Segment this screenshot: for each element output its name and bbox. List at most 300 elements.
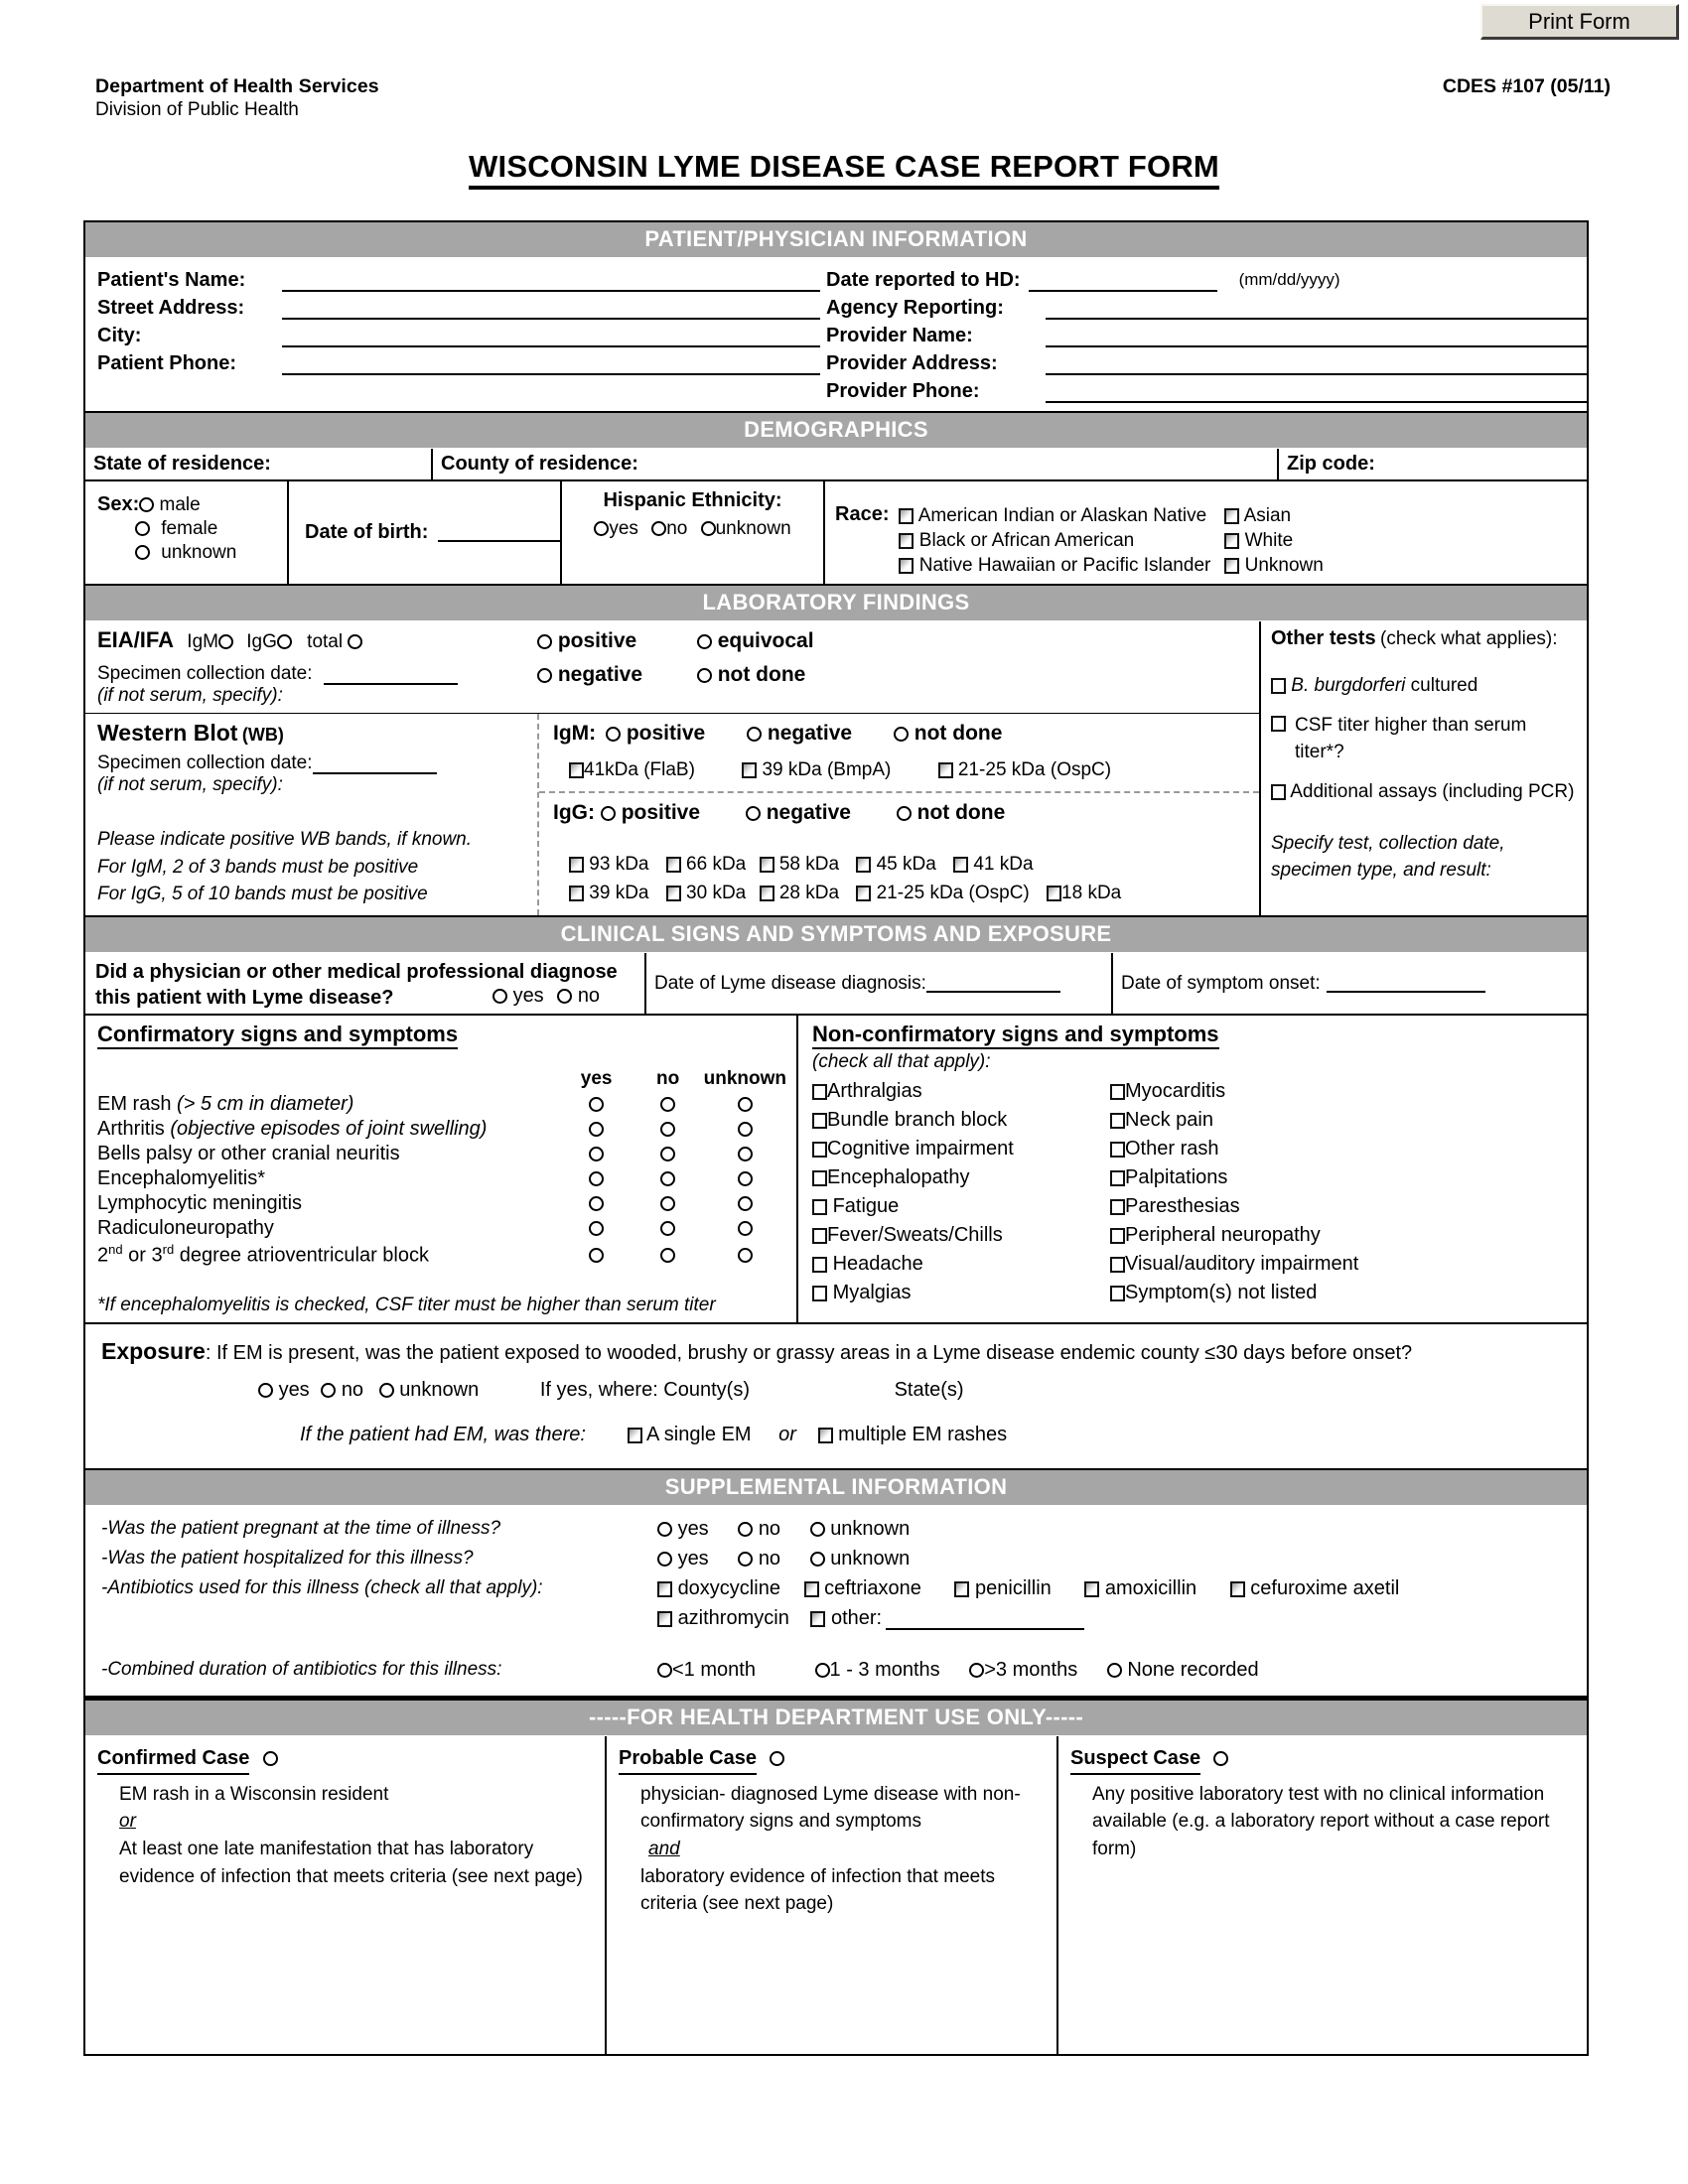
other-test-csf-titer[interactable] <box>1271 712 1577 766</box>
radio-hospitalized-yes[interactable] <box>657 1552 672 1567</box>
duration-lt1-label: <1 month <box>672 1658 756 1681</box>
checkbox-race-american-indian[interactable] <box>899 508 914 524</box>
igg-band-28[interactable] <box>760 883 839 903</box>
checkbox-other-rash[interactable] <box>1110 1142 1125 1158</box>
radio-pregnant-yes[interactable] <box>657 1522 672 1537</box>
checkbox-encephalopathy[interactable] <box>812 1170 827 1186</box>
checkbox-peripheral-neuropathy[interactable] <box>1110 1228 1125 1244</box>
checkbox-igg-58kda[interactable] <box>760 857 774 873</box>
radio-exposure-yes[interactable] <box>258 1383 273 1398</box>
radio-exposure-unknown[interactable] <box>379 1383 394 1398</box>
radio-ethnicity-yes[interactable] <box>594 521 609 536</box>
race-native-hawaiian-label: Native Hawaiian or Pacific Islander <box>918 555 1211 577</box>
eia-specimen-note: (if not serum, specify): <box>97 685 283 707</box>
radio-duration-none[interactable] <box>1107 1663 1122 1678</box>
checkbox-single-em[interactable] <box>628 1428 642 1443</box>
eia-results-row1 <box>537 629 1259 663</box>
checkbox-penicillin[interactable] <box>954 1581 969 1597</box>
radio-encephalomyelitis-unknown[interactable] <box>704 1166 786 1191</box>
nc-visual-auditory[interactable] <box>1110 1250 1577 1279</box>
pregnant-options <box>657 1518 1571 1548</box>
nc-bundle-branch-block[interactable] <box>812 1106 1110 1135</box>
checkbox-neck-pain[interactable] <box>1110 1113 1125 1129</box>
radio-eia-igm[interactable] <box>218 634 233 649</box>
radio-radiculoneuropathy-unknown[interactable] <box>704 1216 786 1241</box>
radio-arthritis-no[interactable] <box>633 1117 704 1142</box>
igg-band-18[interactable] <box>1047 883 1121 903</box>
eia-positive-label: positive <box>557 629 637 653</box>
radio-pregnant-no[interactable] <box>738 1522 753 1537</box>
wb-specimen-input[interactable] <box>313 755 437 774</box>
checkbox-additional-assays[interactable] <box>1271 784 1286 800</box>
pregnant-unknown-label: unknown <box>830 1517 911 1540</box>
radio-diagnose-yes[interactable] <box>492 989 507 1004</box>
probable-case-title: Probable Case <box>619 1744 757 1775</box>
igg-label: IgG: <box>553 801 595 825</box>
checkbox-fatigue[interactable] <box>812 1199 827 1215</box>
report-form <box>83 220 1589 2056</box>
city-input[interactable] <box>282 328 820 347</box>
race-label: Race: <box>835 503 890 525</box>
radio-radiculoneuropathy-yes[interactable] <box>561 1216 633 1241</box>
nc-palpitations[interactable] <box>1110 1163 1577 1192</box>
eia-notdone-label: not done <box>717 663 806 687</box>
checkbox-paresthesias[interactable] <box>1110 1199 1125 1215</box>
radio-eia-igg[interactable] <box>277 634 292 649</box>
igg-band-93-label: 93 kDa <box>589 854 649 876</box>
table-row <box>97 1216 786 1241</box>
print-form-button[interactable] <box>1480 4 1679 40</box>
exposure-yes-label: yes <box>278 1378 310 1401</box>
radio-em-rash-unknown[interactable] <box>704 1092 786 1117</box>
patient-physician-section <box>85 258 1587 413</box>
sex-option-unknown[interactable] <box>97 542 275 564</box>
igg-band-58[interactable] <box>760 854 839 875</box>
nc-fatigue[interactable] <box>812 1192 1110 1221</box>
checkbox-race-asian[interactable] <box>1224 508 1239 524</box>
eia-label: EIA/IFA <box>97 627 175 653</box>
radio-bells-palsy-unknown[interactable] <box>704 1142 786 1166</box>
field-date-onset <box>1113 953 1587 1014</box>
fatigue-label: Fatigue <box>832 1195 900 1218</box>
ethnicity-no-label: no <box>666 518 688 539</box>
igm-negative-option[interactable] <box>747 722 852 745</box>
hospitalized-unknown-label: unknown <box>830 1547 911 1570</box>
igm-positive-option[interactable] <box>606 722 705 745</box>
confirmed-case-or: or <box>119 1811 136 1833</box>
field-county-residence[interactable] <box>433 449 1279 479</box>
radio-igg-negative[interactable] <box>746 806 761 821</box>
wb-left <box>85 714 537 915</box>
suspect-case-line-1: Any positive laboratory test with no clinical information available (e.g. a laboratory report without a case report form) <box>1092 1783 1550 1859</box>
nc-headache[interactable] <box>812 1250 1110 1279</box>
headache-label: Headache <box>832 1253 923 1276</box>
penicillin-label: penicillin <box>975 1576 1052 1599</box>
checkbox-igg-39kda[interactable] <box>569 886 584 901</box>
radio-igm-negative[interactable] <box>747 727 762 742</box>
radio-suspect-case[interactable] <box>1213 1751 1228 1766</box>
em-question-label: If the patient had EM, was there: <box>300 1423 586 1445</box>
eia-equivocal-option[interactable] <box>697 629 814 652</box>
bundle-branch-block-label: Bundle branch block <box>827 1109 1008 1132</box>
nc-encephalopathy[interactable] <box>812 1163 1110 1192</box>
checkbox-igg-41kda[interactable] <box>953 857 968 873</box>
eia-notdone-option[interactable] <box>697 663 806 686</box>
wb-label-suffix: (WB) <box>241 725 284 746</box>
eia-igm-label: IgM <box>187 631 218 653</box>
wb-label: Western Blot <box>97 720 238 747</box>
igg-band-45[interactable] <box>856 854 935 875</box>
column-yes: yes <box>580 1068 613 1090</box>
checkbox-bundle-branch-block[interactable] <box>812 1113 827 1129</box>
patient-phone-input[interactable] <box>282 355 820 375</box>
exposure-state-label[interactable]: State(s) <box>894 1378 964 1401</box>
radio-em-rash-yes[interactable] <box>561 1092 633 1117</box>
radio-arthritis-yes[interactable] <box>561 1117 633 1142</box>
checkbox-symptoms-not-listed[interactable] <box>1110 1286 1125 1301</box>
race-column-2 <box>1224 489 1324 578</box>
date-reported-input[interactable] <box>1029 273 1217 292</box>
radio-igm-not-done[interactable] <box>894 727 909 742</box>
cultured-text: cultured <box>1405 675 1478 697</box>
duration-question: -Combined duration of antibiotics for this illness: <box>101 1658 502 1680</box>
diagnose-question: Did a physician or other medical professional diagnose this patient with Lyme disease? <box>95 961 618 1010</box>
checkbox-csf-titer[interactable] <box>1271 716 1286 732</box>
race-option-unknown[interactable] <box>1224 553 1324 578</box>
nc-neck-pain[interactable] <box>1110 1106 1577 1135</box>
other-test-additional-assays[interactable] <box>1271 778 1577 806</box>
checkbox-igm-21-25kda[interactable] <box>938 762 953 778</box>
igg-positive-option[interactable] <box>601 801 700 824</box>
radio-eia-negative[interactable] <box>537 668 552 683</box>
em-or-label: or <box>778 1423 796 1445</box>
radio-eia-positive[interactable] <box>537 634 552 649</box>
race-option-asian[interactable] <box>1224 503 1324 528</box>
igm-band-39[interactable] <box>742 759 891 780</box>
provider-address-input[interactable] <box>1046 355 1587 375</box>
checkbox-igg-21-25kda[interactable] <box>856 886 871 901</box>
date-onset-label: Date of symptom onset: <box>1121 972 1321 994</box>
exposure-no-label: no <box>341 1378 364 1401</box>
nc-cognitive-impairment[interactable] <box>812 1135 1110 1163</box>
confirmatory-group <box>85 1016 798 1322</box>
duration-none-label: None recorded <box>1127 1658 1259 1681</box>
em-rash-note: (> 5 cm in diameter) <box>177 1093 354 1116</box>
field-state-residence[interactable] <box>85 449 433 479</box>
checkbox-igg-30kda[interactable] <box>666 886 681 901</box>
radio-sex-female[interactable] <box>135 521 150 536</box>
field-street-address <box>97 292 820 320</box>
eia-specimen-input[interactable] <box>324 666 458 685</box>
row-av-block: 2nd or 3rd degree atrioventricular block <box>97 1242 429 1267</box>
symptoms-not-listed-label: Symptom(s) not listed <box>1125 1282 1318 1304</box>
checkbox-fever-sweats-chills[interactable] <box>812 1228 827 1244</box>
field-patient-name <box>97 264 820 292</box>
igm-band-21-25[interactable] <box>938 759 1111 780</box>
exposure-unknown-label: unknown <box>399 1378 480 1401</box>
csf-titer-label: CSF titer higher than serum titer*? <box>1295 714 1527 763</box>
checkbox-myalgias[interactable] <box>812 1286 827 1301</box>
confirmatory-footnote: *If encephalomyelitis is checked, CSF titer must be higher than serum titer <box>97 1294 716 1315</box>
sex-option-female[interactable] <box>97 518 275 540</box>
ethnicity-yes-label: yes <box>609 518 638 539</box>
radio-arthritis-unknown[interactable] <box>704 1117 786 1142</box>
nc-peripheral-neuropathy[interactable] <box>1110 1221 1577 1250</box>
em-multiple-option[interactable] <box>818 1424 1008 1445</box>
sex-female-label: female <box>161 518 218 539</box>
field-date-diagnosis <box>646 953 1113 1014</box>
radio-sex-male[interactable] <box>139 497 154 512</box>
checkbox-race-white[interactable] <box>1224 533 1239 549</box>
radio-eia-total[interactable] <box>348 634 362 649</box>
radio-ethnicity-unknown[interactable] <box>701 521 716 536</box>
igg-band-30[interactable] <box>666 883 746 903</box>
patient-fields-column <box>85 264 820 403</box>
wb-instruction-2: For IgM, 2 of 3 bands must be positive <box>97 856 419 878</box>
exposure-county-label[interactable]: If yes, where: County(s) <box>539 1378 750 1401</box>
igm-bands <box>553 759 1259 781</box>
myalgias-label: Myalgias <box>832 1282 912 1304</box>
patient-name-input[interactable] <box>282 272 820 292</box>
b-burgdorferi-italic: B. burgdorferi <box>1291 675 1406 697</box>
checkbox-cefuroxime[interactable] <box>1230 1581 1245 1597</box>
radio-av-block-yes[interactable] <box>561 1241 633 1269</box>
radio-confirmed-case[interactable] <box>263 1751 278 1766</box>
fever-label: Fever/Sweats/Chills <box>827 1224 1003 1247</box>
section-header-laboratory: LABORATORY FINDINGS <box>85 586 1587 621</box>
radio-sex-unknown[interactable] <box>135 545 150 560</box>
nc-myalgias[interactable] <box>812 1279 1110 1307</box>
radio-ethnicity-no[interactable] <box>651 521 666 536</box>
radio-bells-palsy-no[interactable] <box>633 1142 704 1166</box>
date-onset-input[interactable] <box>1327 974 1485 993</box>
checkbox-igg-93kda[interactable] <box>569 857 584 873</box>
checkbox-igm-39kda[interactable] <box>742 762 757 778</box>
radio-igg-not-done[interactable] <box>897 806 912 821</box>
radio-lymphocytic-meningitis-unknown[interactable] <box>704 1191 786 1216</box>
zip-code-label: Zip code: <box>1287 453 1375 475</box>
encephalopathy-label: Encephalopathy <box>827 1166 970 1189</box>
igg-band-41[interactable] <box>953 854 1033 875</box>
radio-lymphocytic-meningitis-yes[interactable] <box>561 1191 633 1216</box>
wb-specimen-label: Specimen collection date: <box>97 752 313 774</box>
igm-notdone-option[interactable] <box>894 722 1003 745</box>
suspect-case-column <box>1058 1736 1587 2054</box>
agency-reporting-label: Agency Reporting: <box>826 297 1004 319</box>
checkbox-igg-28kda[interactable] <box>760 886 774 901</box>
checkbox-igg-66kda[interactable] <box>666 857 681 873</box>
igg-band-39[interactable] <box>569 883 648 903</box>
checkbox-arthralgias[interactable] <box>812 1084 827 1100</box>
radio-av-block-unknown[interactable] <box>704 1241 786 1269</box>
radio-encephalomyelitis-no[interactable] <box>633 1166 704 1191</box>
nonconfirmatory-columns <box>812 1077 1577 1307</box>
checkbox-race-unknown[interactable] <box>1224 558 1239 574</box>
race-option-white[interactable] <box>1224 528 1324 553</box>
confirmed-case-column <box>85 1736 607 2054</box>
eia-negative-option[interactable] <box>537 663 691 687</box>
race-group <box>825 481 1587 584</box>
date-diagnosis-input[interactable] <box>926 974 1060 993</box>
radio-radiculoneuropathy-no[interactable] <box>633 1216 704 1241</box>
checkbox-race-native-hawaiian[interactable] <box>899 558 914 574</box>
provider-name-input[interactable] <box>1046 328 1587 347</box>
provider-name-label: Provider Name: <box>826 325 973 346</box>
radio-encephalomyelitis-yes[interactable] <box>561 1166 633 1191</box>
diagnose-no-label: no <box>577 985 601 1008</box>
ethnicity-unknown-label: unknown <box>715 518 791 539</box>
radio-hospitalized-unknown[interactable] <box>810 1552 825 1567</box>
radio-eia-not-done[interactable] <box>697 668 712 683</box>
igm-negative-label: negative <box>767 722 853 746</box>
checkbox-palpitations[interactable] <box>1110 1170 1125 1186</box>
checkbox-igg-18kda[interactable] <box>1047 886 1061 901</box>
eia-results-row2 <box>537 663 1259 687</box>
row-encephalomyelitis: Encephalomyelitis* <box>97 1167 265 1190</box>
street-address-input[interactable] <box>282 300 820 320</box>
igg-band-58-label: 58 kDa <box>778 854 840 876</box>
wb-specimen-date <box>97 752 527 774</box>
eia-equivocal-label: equivocal <box>717 629 814 653</box>
exposure-options-row <box>101 1379 1571 1402</box>
igg-band-41-label: 41 kDa <box>973 854 1034 876</box>
radio-exposure-no[interactable] <box>321 1383 336 1398</box>
checkbox-b-burgdorferi-cultured[interactable] <box>1271 678 1286 694</box>
checkbox-myocarditis[interactable] <box>1110 1084 1125 1100</box>
checkbox-headache[interactable] <box>812 1257 827 1273</box>
igg-band-18-label: 18 kDa <box>1061 882 1122 903</box>
radio-bells-palsy-yes[interactable] <box>561 1142 633 1166</box>
nonconfirmatory-hint: (check all that apply): <box>812 1051 991 1073</box>
field-provider-name <box>826 320 1587 347</box>
radio-em-rash-no[interactable] <box>633 1092 704 1117</box>
igg-band-30-label: 30 kDa <box>686 882 747 903</box>
eia-type-group <box>97 627 537 663</box>
row-em-rash <box>97 1092 561 1117</box>
radio-duration-lt1[interactable] <box>657 1663 672 1678</box>
field-city <box>97 320 820 347</box>
checkbox-ceftriaxone[interactable] <box>804 1581 819 1597</box>
palpitations-label: Palpitations <box>1125 1166 1228 1189</box>
row-radiculoneuropathy: Radiculoneuropathy <box>97 1217 274 1240</box>
amoxicillin-label: amoxicillin <box>1104 1576 1197 1599</box>
laboratory-main <box>85 621 1259 915</box>
other-antibiotic-input[interactable] <box>886 1611 1084 1630</box>
nc-arthralgias[interactable] <box>812 1077 1110 1106</box>
igg-band-66[interactable] <box>666 854 746 875</box>
race-option-american-indian[interactable] <box>899 503 1210 528</box>
field-agency-reporting <box>826 292 1587 320</box>
igg-band-93[interactable] <box>569 854 648 875</box>
nc-other-rash[interactable] <box>1110 1135 1577 1163</box>
row-arthritis <box>97 1117 561 1142</box>
checkbox-igm-41kda[interactable] <box>569 762 584 778</box>
igm-label: IgM: <box>553 722 597 746</box>
igg-band-45-label: 45 kDa <box>876 854 936 876</box>
doxycycline-label: doxycycline <box>677 1576 780 1599</box>
race-option-black[interactable] <box>899 528 1210 553</box>
checkbox-igg-45kda[interactable] <box>856 857 871 873</box>
agency-reporting-input[interactable] <box>1046 300 1587 320</box>
checkbox-amoxicillin[interactable] <box>1084 1581 1099 1597</box>
date-format-hint: (mm/dd/yyyy) <box>1238 270 1340 289</box>
checkbox-visual-auditory-impairment[interactable] <box>1110 1257 1125 1273</box>
checkbox-race-black[interactable] <box>899 533 914 549</box>
sex-option-male[interactable] <box>97 493 275 516</box>
nc-paresthesias[interactable] <box>1110 1192 1577 1221</box>
nc-fever[interactable] <box>812 1221 1110 1250</box>
department-name: Department of Health Services <box>95 75 379 97</box>
section-header-health-department: -----FOR HEALTH DEPARTMENT USE ONLY----- <box>85 1696 1587 1736</box>
checkbox-azithromycin[interactable] <box>657 1611 672 1627</box>
exposure-section <box>85 1324 1587 1468</box>
section-header-clinical: CLINICAL SIGNS AND SYMPTOMS AND EXPOSURE <box>85 915 1587 953</box>
sex-unknown-label: unknown <box>161 542 237 563</box>
igm-band-41[interactable] <box>569 759 695 780</box>
peripheral-neuropathy-label: Peripheral neuropathy <box>1125 1224 1321 1247</box>
exposure-question-line <box>101 1338 1571 1365</box>
radio-diagnose-no[interactable] <box>557 989 572 1004</box>
hospitalized-options <box>657 1548 1571 1577</box>
radio-lymphocytic-meningitis-no[interactable] <box>633 1191 704 1216</box>
dob-input[interactable] <box>438 523 560 542</box>
igg-bands-row-1 <box>569 851 1259 880</box>
radio-duration-gt3[interactable] <box>969 1663 984 1678</box>
radio-pregnant-unknown[interactable] <box>810 1522 825 1537</box>
eia-igg-label: IgG <box>246 631 277 653</box>
em-rash-label: EM rash <box>97 1093 178 1116</box>
confirmed-case-title: Confirmed Case <box>97 1744 249 1775</box>
checkbox-cognitive-impairment[interactable] <box>812 1142 827 1158</box>
hospitalized-yes-label: yes <box>677 1547 709 1570</box>
confirmatory-title: Confirmatory signs and symptoms <box>97 1022 458 1049</box>
nc-symptoms-not-listed[interactable] <box>1110 1279 1577 1307</box>
supplemental-answers <box>657 1518 1571 1682</box>
eia-results <box>537 621 1259 713</box>
radio-duration-1-3[interactable] <box>815 1663 830 1678</box>
igg-group <box>539 793 1259 915</box>
igg-negative-option[interactable] <box>746 801 851 824</box>
confirmatory-spacer <box>97 1067 561 1092</box>
radio-probable-case[interactable] <box>770 1751 784 1766</box>
other-test-culture[interactable] <box>1271 672 1577 700</box>
field-zip-code[interactable] <box>1279 449 1587 479</box>
supplemental-grid <box>101 1518 1571 1682</box>
radio-igg-positive[interactable] <box>601 806 616 821</box>
physician-diagnosis-group <box>85 953 646 1014</box>
radio-eia-equivocal[interactable] <box>697 634 712 649</box>
provider-phone-input[interactable] <box>1046 383 1587 403</box>
county-residence-label: County of residence: <box>441 453 638 475</box>
igg-notdone-option[interactable] <box>897 801 1006 824</box>
em-single-option[interactable] <box>628 1424 752 1445</box>
nc-myocarditis[interactable] <box>1110 1077 1577 1106</box>
checkbox-multiple-em[interactable] <box>818 1428 833 1443</box>
race-option-native-hawaiian[interactable] <box>899 553 1210 578</box>
nonconfirmatory-column-1 <box>812 1077 1110 1307</box>
confirmatory-table <box>97 1067 786 1269</box>
igg-band-21-25[interactable] <box>856 883 1029 903</box>
duration-options <box>657 1659 1571 1682</box>
row-lymphocytic-meningitis: Lymphocytic meningitis <box>97 1192 303 1215</box>
patient-name-label: Patient's Name: <box>97 269 246 291</box>
checkbox-doxycycline[interactable] <box>657 1581 672 1597</box>
radio-hospitalized-no[interactable] <box>738 1552 753 1567</box>
checkbox-other-antibiotic[interactable] <box>810 1611 825 1627</box>
radio-av-block-no[interactable] <box>633 1241 704 1269</box>
eia-positive-option[interactable] <box>537 629 691 653</box>
radio-igm-positive[interactable] <box>606 727 621 742</box>
